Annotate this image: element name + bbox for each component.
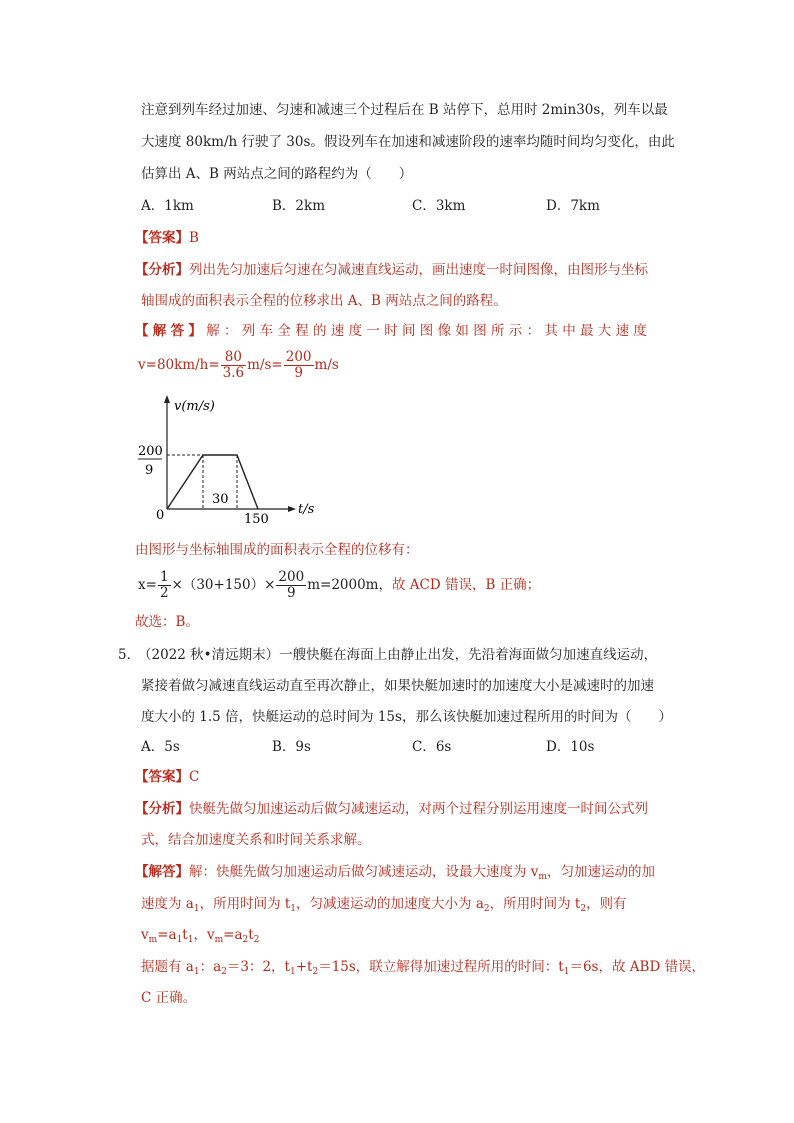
speed-fraction-1 xyxy=(221,350,246,381)
eq-2-t-sub: 2 xyxy=(253,935,260,945)
calc-speed-fraction xyxy=(276,570,306,601)
q4-answer-value: B xyxy=(189,230,199,246)
final-text-6: ＝6s，故 ABD 错误， xyxy=(569,959,706,975)
speed-mid: m/s= xyxy=(247,357,283,373)
final-sub-2: 2 xyxy=(221,967,227,977)
speed-fraction-2-num: 200 xyxy=(285,349,312,365)
final-text-3: ＝3：2，t xyxy=(226,959,290,975)
q5-option-a: A．5s xyxy=(141,739,180,755)
q5-sub-a1: 1 xyxy=(193,904,200,914)
final-sub-4: 2 xyxy=(312,967,319,977)
q5-equations xyxy=(141,926,259,949)
eq-1-t: t xyxy=(182,927,188,943)
q5-solution-text-1: 解：快艇先做匀加速运动后做匀减速运动，设最大速度为 v xyxy=(189,864,539,880)
q5-stem-line-2: 紧接着做匀减速直线运动直至再次静止，如果快艇加速时的加速度大小是减速时的加速 xyxy=(141,678,654,694)
q5-answer xyxy=(135,768,199,786)
q4-solution-intro-text: 解：列车全程的速度一时间图像如图所示：其中最大速度 xyxy=(206,323,652,339)
q5-analysis-line-2: 式，结合加速度关系和时间关系求解。 xyxy=(141,832,371,848)
calc-tail: m=2000m， xyxy=(307,577,392,593)
q5-solution-text-4: ，所用时间为 t xyxy=(199,896,291,912)
final-text-4: +t xyxy=(295,959,313,975)
speed-prefix: v=80km/h= xyxy=(138,357,220,373)
speed-fraction-1-num: 80 xyxy=(221,350,246,366)
q4-analysis-text-1: 列出先匀加速后匀速在匀减速直线运动，画出速度一时间图像，由图形与坐标 xyxy=(189,262,648,278)
calc-mid: ×（30+150）× xyxy=(171,577,276,593)
q4-answer xyxy=(135,229,199,247)
q5-solution-line-2 xyxy=(141,895,627,918)
q5-solution-text-6: ，所用时间为 t xyxy=(489,896,581,912)
q5-final-line-1 xyxy=(141,958,705,981)
q4-stem-line-1: 注意到列车经过加速、匀速和减速三个过程后在 B 站停下，总用时 2min30s，列车以最 xyxy=(141,102,668,118)
final-text-2: ：a xyxy=(199,959,222,975)
q4-solution-intro xyxy=(135,322,651,340)
q5-sub-m: m xyxy=(538,872,547,882)
q4-calc xyxy=(138,568,540,602)
q4-answer-tag: 【答案】 xyxy=(135,230,189,246)
final-text-5: ＝15s，联立解得加速过程所用的时间：t xyxy=(318,959,564,975)
q5-stem-line-1: （2022 秋•清远期末）一艘快艇在海面上由静止出发，先沿着海面做匀加速直线运动， xyxy=(138,647,658,663)
speed-fraction-1-den: 3.6 xyxy=(222,365,245,381)
q4-solution-tag: 【解答】 xyxy=(135,323,207,339)
q5-answer-tag: 【答案】 xyxy=(135,769,189,785)
q5-analysis-text-1: 快艇先做匀加速运动后做匀减速运动，对两个过程分别运用速度一时间公式列 xyxy=(189,801,648,817)
calc-half-fraction xyxy=(158,570,171,601)
q5-solution-text-7: ，则有 xyxy=(586,896,627,912)
q5-option-c: C．6s xyxy=(412,739,452,755)
speed-fraction-2-den: 9 xyxy=(294,365,303,381)
y-value-num: 200 xyxy=(138,444,163,459)
y-value-den: 9 xyxy=(145,463,154,478)
q5-analysis-tag: 【分析】 xyxy=(135,801,189,817)
y-axis-arrow xyxy=(164,395,170,403)
eq-2-t: t xyxy=(248,927,254,943)
q5-solution-tag: 【解答】 xyxy=(135,864,189,880)
q4-option-c: C．3km xyxy=(412,198,466,214)
label-30: 30 xyxy=(212,492,229,507)
x-axis-label: t/s xyxy=(298,502,315,517)
eq-2: =a xyxy=(223,927,243,943)
q5-sub-a2: 2 xyxy=(483,904,490,914)
q5-sub-t2: 2 xyxy=(580,904,587,914)
q5-number: 5． xyxy=(118,647,141,663)
final-sub-3: 1 xyxy=(289,967,296,977)
q5-final-line-2: C 正确。 xyxy=(141,990,197,1006)
calc-conclusion: 故 ACD 错误，B 正确； xyxy=(391,577,541,593)
q5-analysis-line-1 xyxy=(135,800,648,818)
calc-x-prefix: x= xyxy=(138,577,157,593)
speed-unit: m/s xyxy=(314,357,339,373)
q5-answer-value: C xyxy=(189,769,200,785)
q5-solution-text-3: 速度为 a xyxy=(141,896,194,912)
eq-1-a-sub: 1 xyxy=(176,935,183,945)
q4-analysis-tag: 【分析】 xyxy=(135,262,189,278)
q4-stem-line-3: 估算出 A、B 两站点之间的路程约为（ ） xyxy=(141,166,413,182)
speed-fraction-2 xyxy=(284,350,314,381)
calc-half-den: 2 xyxy=(159,585,169,601)
q5-solution-text-5: ，匀减速运动的加速度大小为 a xyxy=(296,896,484,912)
eq-v2: ，v xyxy=(193,927,215,943)
calc-speed-num: 200 xyxy=(278,569,305,585)
q4-choose: 故选：B。 xyxy=(135,614,199,630)
eq-v2-sub: m xyxy=(214,935,224,945)
eq-v1-sub: m xyxy=(148,935,158,945)
eq-v1: v xyxy=(141,927,149,943)
final-text-1: 据题有 a xyxy=(141,959,194,975)
q5-solution-line-1 xyxy=(135,863,655,886)
calc-half-num: 1 xyxy=(159,569,169,585)
q4-stem-line-2: 大速度 80km/h 行驶了 30s。假设列车在加速和减速阶段的速率均随时间均匀变化，由此 xyxy=(141,134,675,150)
q4-analysis-line-1 xyxy=(135,261,648,279)
q4-analysis-line-2: 轴围成的面积表示全程的位移求出 A、B 两站点之间的路程。 xyxy=(141,293,507,309)
q4-option-b: B．2km xyxy=(272,198,325,214)
final-sub-5: 1 xyxy=(563,967,570,977)
q4-area-text: 由图形与坐标轴围成的面积表示全程的位移有： xyxy=(135,542,419,558)
q4-speed-formula xyxy=(138,348,339,382)
q5-option-d: D．10s xyxy=(546,739,595,755)
q5-option-b: B．9s xyxy=(272,739,311,755)
calc-speed-den: 9 xyxy=(287,585,296,601)
q5-solution-text-2: ，匀加速运动的加 xyxy=(546,864,655,880)
velocity-time-graph xyxy=(130,392,330,527)
final-sub-1: 1 xyxy=(193,967,200,977)
eq-1-t-sub: 1 xyxy=(187,935,194,945)
x-axis-arrow xyxy=(288,506,296,512)
label-150: 150 xyxy=(244,512,269,527)
q4-option-a: A．1km xyxy=(141,198,194,214)
q4-option-d: D．7km xyxy=(546,198,600,214)
eq-1: =a xyxy=(157,927,177,943)
q5-sub-t1: 1 xyxy=(290,904,297,914)
q5-stem-line-3: 度大小的 1.5 倍，快艇运动的总时间为 15s，那么该快艇加速过程所用的时间为（ ） xyxy=(141,709,672,725)
y-axis-label: v(m/s) xyxy=(174,399,215,414)
origin-label: 0 xyxy=(156,508,165,523)
eq-2-a-sub: 2 xyxy=(242,935,249,945)
